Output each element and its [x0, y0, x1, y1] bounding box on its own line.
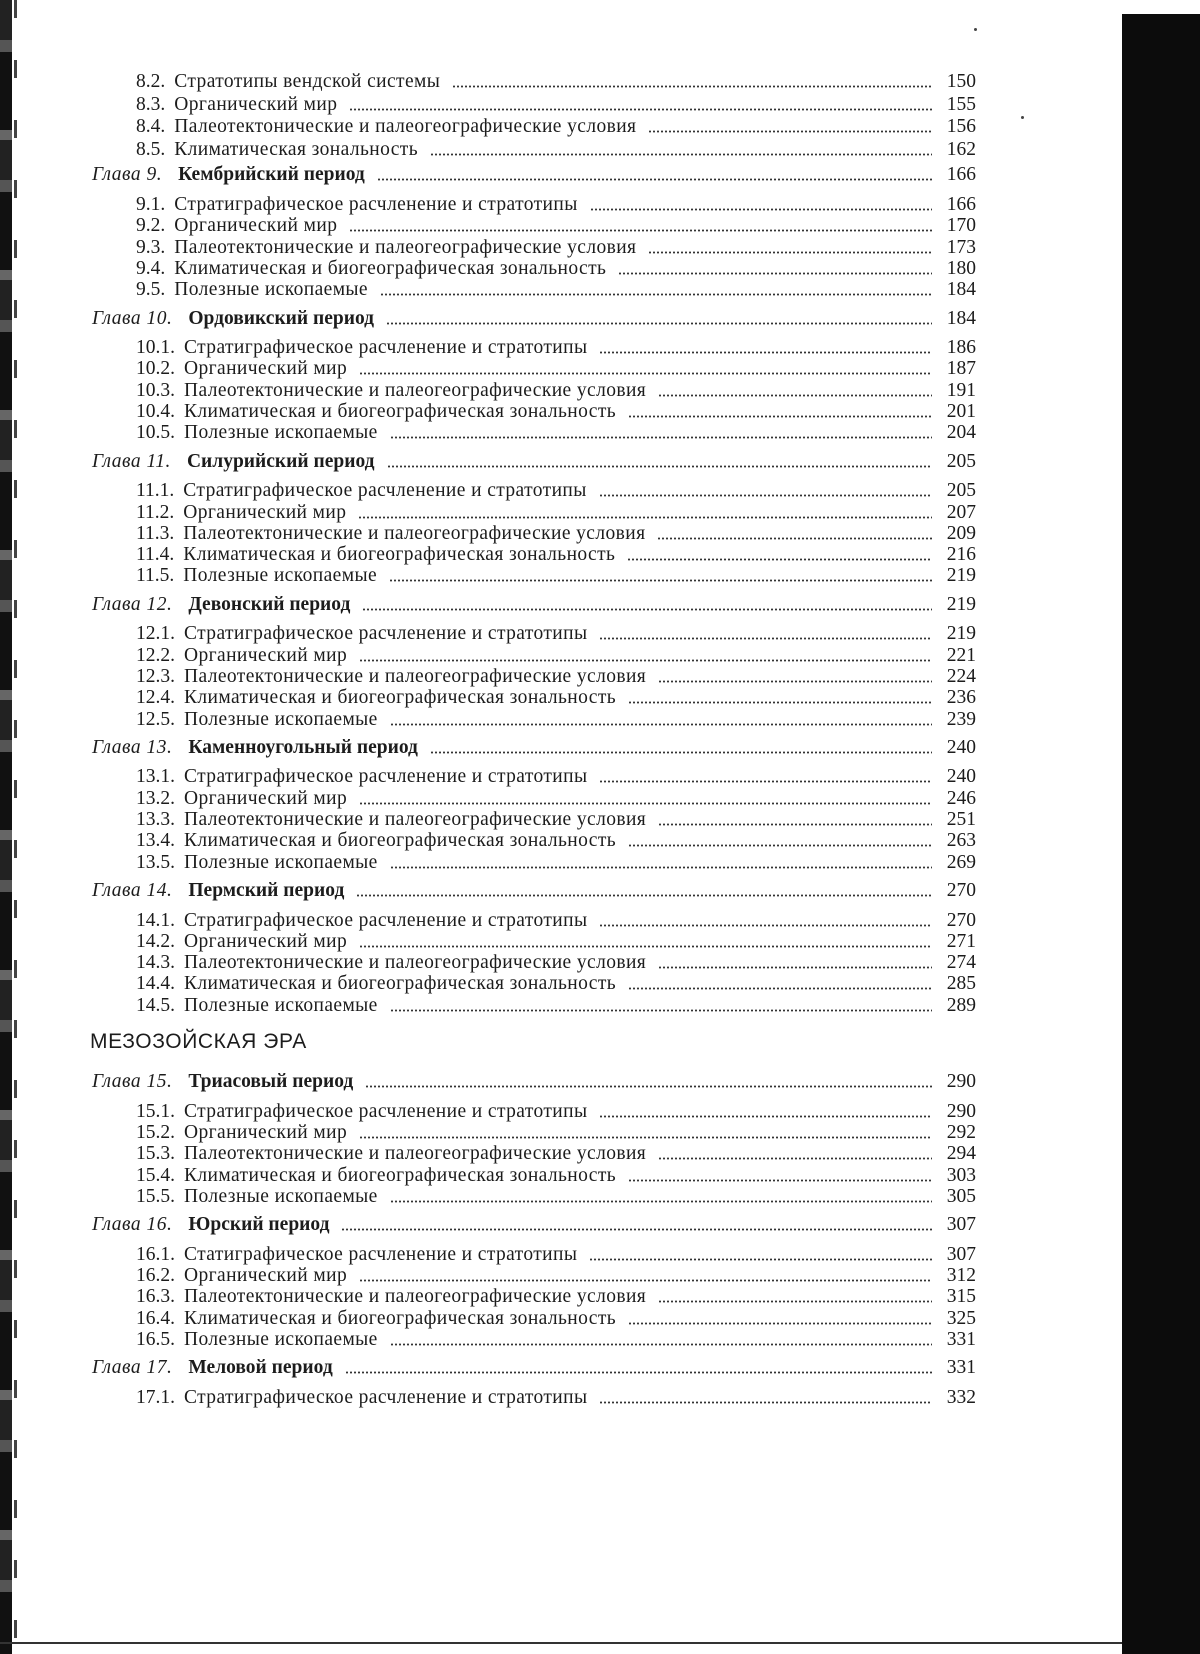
dot-leader [380, 293, 932, 296]
entry-number: 17.1. [136, 1387, 175, 1408]
entry-number: 16.2. [136, 1265, 175, 1286]
dot-leader [390, 436, 932, 439]
entry-number: 8.2. [136, 71, 165, 92]
chapter-heading [92, 1213, 976, 1235]
toc-entry [136, 1100, 976, 1122]
toc-entry [136, 1285, 976, 1307]
toc-entry [136, 1142, 976, 1164]
entry-page: 292 [940, 1122, 976, 1143]
entry-number: 9.3. [136, 237, 165, 258]
dot-leader [648, 130, 932, 133]
dot-leader [359, 802, 932, 805]
entry-page: 239 [940, 709, 976, 730]
dot-leader [599, 780, 932, 783]
entry-title: Полезные ископаемые [184, 852, 378, 873]
entry-title: Палеотектонические и палеогеографические условия [184, 952, 646, 973]
dot-leader [657, 537, 932, 540]
toc-entry [136, 708, 976, 730]
entry-page: 290 [940, 1101, 976, 1122]
entry-number: 8.3. [136, 94, 165, 115]
entry-title: Органический мир [184, 1265, 347, 1286]
entry-title: Климатическая и биогеографическая зональность [184, 687, 616, 708]
chapter-heading [92, 307, 976, 329]
entry-page: 155 [940, 94, 976, 115]
entry-title: Органический мир [184, 1122, 347, 1143]
chapter-title: Девонский период [188, 594, 350, 615]
dot-leader [658, 394, 932, 397]
entry-page: 271 [940, 931, 976, 952]
dot-leader [658, 1157, 932, 1160]
entry-page: 332 [940, 1387, 976, 1408]
dot-leader [599, 1115, 932, 1118]
entry-title: Стратиграфическое расчленение и стратотипы [184, 337, 587, 358]
dot-leader [628, 701, 932, 704]
chapter-heading [92, 450, 976, 472]
toc-entry [136, 1164, 976, 1186]
entry-page: 221 [940, 645, 976, 666]
entry-number: 15.3. [136, 1143, 175, 1164]
entry-title: Полезные ископаемые [184, 422, 378, 443]
entry-title: Климатическая зональность [174, 139, 418, 160]
entry-title: Климатическая и биогеографическая зональность [184, 973, 616, 994]
dot-leader [628, 1322, 932, 1325]
dot-leader [390, 1343, 932, 1346]
entry-page: 312 [940, 1265, 976, 1286]
entry-number: 12.4. [136, 687, 175, 708]
chapter-page: 240 [940, 737, 976, 758]
entry-page: 156 [940, 116, 976, 137]
dot-leader [389, 579, 932, 582]
chapter-title: Силурийский период [187, 451, 375, 472]
entry-title: Климатическая и биогеографическая зональность [184, 1165, 616, 1186]
dot-leader [452, 85, 932, 88]
entry-number: 10.5. [136, 422, 175, 443]
entry-title: Полезные ископаемые [184, 1186, 378, 1207]
chapter-label: Глава 13. [92, 737, 172, 758]
toc-entry [136, 665, 976, 687]
entry-page: 285 [940, 973, 976, 994]
dot-leader [599, 494, 932, 497]
toc-entry [136, 930, 976, 952]
toc-entry [136, 214, 976, 236]
entry-number: 13.1. [136, 766, 175, 787]
chapter-page: 307 [940, 1214, 976, 1235]
entry-title: Стратиграфическое расчленение и стратотипы [184, 910, 587, 931]
entry-page: 204 [940, 422, 976, 443]
entry-number: 10.2. [136, 358, 175, 379]
toc-entry [136, 522, 976, 544]
toc-entry [136, 93, 976, 115]
dot-leader [349, 229, 932, 232]
toc-entry [136, 1185, 976, 1207]
entry-page: 224 [940, 666, 976, 687]
entry-page: 150 [940, 71, 976, 92]
toc-entry [136, 829, 976, 851]
dot-leader [362, 608, 932, 611]
entry-title: Палеотектонические и палеогеографические условия [174, 237, 636, 258]
entry-number: 8.5. [136, 139, 165, 160]
entry-title: Стратиграфическое расчленение и стратотипы [184, 1387, 587, 1408]
dot-leader [589, 1258, 932, 1261]
chapter-page: 205 [940, 451, 976, 472]
dot-leader [430, 751, 932, 754]
entry-title: Палеотектонические и палеогеографические условия [174, 116, 636, 137]
toc-entry [136, 1386, 976, 1408]
toc-entry [136, 357, 976, 379]
entry-title: Органический мир [174, 215, 337, 236]
entry-number: 9.1. [136, 194, 165, 215]
dot-leader [628, 415, 932, 418]
chapter-heading [92, 1070, 976, 1092]
entry-title: Полезные ископаемые [184, 1329, 378, 1350]
entry-page: 173 [940, 237, 976, 258]
entry-page: 269 [940, 852, 976, 873]
entry-title: Климатическая и биогеографическая зональность [184, 1308, 616, 1329]
chapter-page: 184 [940, 308, 976, 329]
entry-number: 16.4. [136, 1308, 175, 1329]
dot-leader [390, 1009, 932, 1012]
entry-number: 9.4. [136, 258, 165, 279]
chapter-label: Глава 9. [92, 164, 162, 185]
chapter-label: Глава 17. [92, 1357, 172, 1378]
dot-leader [387, 465, 932, 468]
dot-leader [349, 108, 932, 111]
entry-title: Органический мир [184, 358, 347, 379]
entry-number: 15.2. [136, 1122, 175, 1143]
entry-number: 13.5. [136, 852, 175, 873]
entry-number: 11.3. [136, 523, 174, 544]
entry-number: 16.3. [136, 1286, 175, 1307]
toc-entry [136, 543, 976, 565]
chapter-title: Юрский период [188, 1214, 329, 1235]
toc-entry [136, 622, 976, 644]
entry-number: 14.1. [136, 910, 175, 931]
dot-leader [648, 251, 932, 254]
dot-leader [599, 637, 932, 640]
entry-number: 13.4. [136, 830, 175, 851]
entry-page: 251 [940, 809, 976, 830]
dot-leader [599, 351, 932, 354]
toc-entry [136, 1243, 976, 1265]
entry-title: Стратиграфическое расчленение и стратотипы [184, 623, 587, 644]
toc-entry [136, 400, 976, 422]
toc-entry [136, 236, 976, 258]
entry-title: Климатическая и биогеографическая зональность [183, 544, 615, 565]
chapter-label: Глава 11. [92, 451, 171, 472]
chapter-label: Глава 14. [92, 880, 172, 901]
toc-entry [136, 787, 976, 809]
chapter-page: 270 [940, 880, 976, 901]
dot-leader [359, 1279, 932, 1282]
entry-page: 166 [940, 194, 976, 215]
entry-page: 186 [940, 337, 976, 358]
chapter-title: Каменноугольный период [188, 737, 418, 758]
scan-binding-shadow [14, 0, 17, 1654]
toc-entry [136, 686, 976, 708]
entry-title: Органический мир [174, 94, 337, 115]
entry-title: Органический мир [183, 502, 346, 523]
dot-leader [658, 1300, 932, 1303]
dot-leader [390, 866, 932, 869]
toc-entry [136, 1264, 976, 1286]
dot-leader [658, 966, 932, 969]
entry-page: 205 [940, 480, 976, 501]
entry-page: 184 [940, 279, 976, 300]
entry-number: 10.3. [136, 380, 175, 401]
chapter-label: Глава 10. [92, 308, 172, 329]
chapter-heading [92, 879, 976, 901]
dot-leader [618, 272, 932, 275]
entry-number: 11.5. [136, 565, 174, 586]
toc-entry [136, 765, 976, 787]
entry-title: Полезные ископаемые [184, 995, 378, 1016]
entry-page: 270 [940, 910, 976, 931]
entry-page: 162 [940, 139, 976, 160]
entry-title: Статиграфическое расчленение и стратотипы [184, 1244, 577, 1265]
toc-entry [136, 379, 976, 401]
entry-title: Полезные ископаемые [183, 565, 377, 586]
entry-title: Палеотектонические и палеогеографические условия [184, 380, 646, 401]
entry-title: Стратиграфическое расчленение и стратотипы [174, 194, 577, 215]
entry-page: 303 [940, 1165, 976, 1186]
chapter-heading [92, 593, 976, 615]
chapter-heading [92, 1356, 976, 1378]
dot-leader [390, 1200, 932, 1203]
entry-page: 289 [940, 995, 976, 1016]
toc-entry [136, 644, 976, 666]
dot-leader [377, 178, 932, 181]
toc-entry [136, 994, 976, 1016]
entry-page: 246 [940, 788, 976, 809]
entry-title: Стратиграфическое расчленение и стратотипы [184, 766, 587, 787]
dot-leader [390, 723, 932, 726]
toc-entry [136, 909, 976, 931]
scan-speck [974, 28, 977, 31]
dot-leader [627, 558, 932, 561]
entry-page: 219 [940, 565, 976, 586]
chapter-heading [92, 163, 976, 185]
toc-entry [136, 851, 976, 873]
dot-leader [386, 322, 932, 325]
entry-title: Палеотектонические и палеогеографические условия [184, 1286, 646, 1307]
dot-leader [345, 1371, 932, 1374]
toc-entry [136, 951, 976, 973]
entry-title: Органический мир [184, 645, 347, 666]
toc-entry [136, 257, 976, 279]
entry-page: 191 [940, 380, 976, 401]
entry-page: 187 [940, 358, 976, 379]
entry-number: 14.2. [136, 931, 175, 952]
chapter-label: Глава 16. [92, 1214, 172, 1235]
entry-number: 16.5. [136, 1329, 175, 1350]
chapter-heading [92, 736, 976, 758]
entry-title: Полезные ископаемые [174, 279, 368, 300]
toc-entry [136, 193, 976, 215]
entry-page: 207 [940, 502, 976, 523]
entry-title: Климатическая и биогеографическая зональность [174, 258, 606, 279]
entry-number: 11.1. [136, 480, 174, 501]
dot-leader [359, 945, 932, 948]
toc-entry [136, 70, 976, 92]
entry-number: 8.4. [136, 116, 165, 137]
toc-entry [136, 1328, 976, 1350]
entry-page: 325 [940, 1308, 976, 1329]
toc-entry [136, 278, 976, 300]
chapter-title: Меловой период [188, 1357, 332, 1378]
entry-title: Органический мир [184, 931, 347, 952]
entry-title: Стратиграфическое расчленение и стратотипы [183, 480, 586, 501]
entry-page: 170 [940, 215, 976, 236]
dot-leader [628, 844, 932, 847]
toc-entry [136, 501, 976, 523]
dot-leader [628, 987, 932, 990]
entry-page: 180 [940, 258, 976, 279]
dot-leader [599, 1401, 932, 1404]
entry-page: 236 [940, 687, 976, 708]
chapter-label: Глава 15. [92, 1071, 172, 1092]
chapter-page: 290 [940, 1071, 976, 1092]
entry-title: Палеотектонические и палеогеографические условия [184, 666, 646, 687]
entry-number: 12.2. [136, 645, 175, 666]
chapter-title: Кембрийский период [178, 164, 365, 185]
entry-page: 294 [940, 1143, 976, 1164]
scan-dark-margin [1122, 14, 1200, 1654]
entry-title: Климатическая и биогеографическая зональность [184, 401, 616, 422]
toc-entry [136, 1307, 976, 1329]
entry-number: 12.1. [136, 623, 175, 644]
entry-title: Палеотектонические и палеогеографические условия [184, 1143, 646, 1164]
toc-entry [136, 336, 976, 358]
toc-entry [136, 972, 976, 994]
entry-number: 15.4. [136, 1165, 175, 1186]
entry-number: 14.4. [136, 973, 175, 994]
dot-leader [628, 1179, 932, 1182]
entry-number: 11.4. [136, 544, 174, 565]
chapter-label: Глава 12. [92, 594, 172, 615]
chapter-title: Пермский период [188, 880, 344, 901]
entry-title: Палеотектонические и палеогеографические условия [184, 809, 646, 830]
entry-number: 13.3. [136, 809, 175, 830]
chapter-title: Триасовый период [188, 1071, 353, 1092]
entry-page: 274 [940, 952, 976, 973]
entry-page: 331 [940, 1329, 976, 1350]
entry-page: 209 [940, 523, 976, 544]
scan-bottom-edge [0, 1642, 1122, 1644]
dot-leader [658, 680, 932, 683]
entry-number: 16.1. [136, 1244, 175, 1265]
dot-leader [356, 894, 932, 897]
entry-page: 263 [940, 830, 976, 851]
entry-title: Климатическая и биогеографическая зональность [184, 830, 616, 851]
entry-number: 13.2. [136, 788, 175, 809]
entry-title: Палеотектонические и палеогеографические условия [183, 523, 645, 544]
entry-number: 14.5. [136, 995, 175, 1016]
entry-number: 12.5. [136, 709, 175, 730]
entry-page: 201 [940, 401, 976, 422]
entry-title: Стратиграфическое расчленение и стратотипы [184, 1101, 587, 1122]
scan-speck [1021, 116, 1024, 119]
chapter-page: 219 [940, 594, 976, 615]
toc-entry [136, 564, 976, 586]
chapter-page: 166 [940, 164, 976, 185]
dot-leader [430, 153, 932, 156]
dot-leader [365, 1085, 932, 1088]
dot-leader [599, 924, 932, 927]
entry-page: 305 [940, 1186, 976, 1207]
entry-number: 12.3. [136, 666, 175, 687]
era-heading: МЕЗОЗОЙСКАЯ ЭРА [90, 1030, 307, 1058]
entry-number: 14.3. [136, 952, 175, 973]
entry-title: Органический мир [184, 788, 347, 809]
entry-page: 216 [940, 544, 976, 565]
entry-title: Стратотипы вендской системы [174, 71, 440, 92]
entry-number: 9.2. [136, 215, 165, 236]
entry-page: 315 [940, 1286, 976, 1307]
chapter-title: Ордовикский период [188, 308, 374, 329]
toc-entry [136, 138, 976, 160]
entry-number: 15.5. [136, 1186, 175, 1207]
entry-number: 10.4. [136, 401, 175, 422]
dot-leader [590, 208, 932, 211]
scan-binding-edge [0, 0, 12, 1654]
entry-page: 219 [940, 623, 976, 644]
entry-page: 307 [940, 1244, 976, 1265]
dot-leader [359, 659, 932, 662]
toc-entry [136, 1121, 976, 1143]
entry-page: 240 [940, 766, 976, 787]
chapter-page: 331 [940, 1357, 976, 1378]
dot-leader [359, 1136, 932, 1139]
toc-entry [136, 115, 976, 137]
toc-entry [136, 479, 976, 501]
toc-entry [136, 421, 976, 443]
entry-title: Полезные ископаемые [184, 709, 378, 730]
entry-number: 10.1. [136, 337, 175, 358]
dot-leader [359, 372, 932, 375]
dot-leader [658, 823, 932, 826]
toc-entry [136, 808, 976, 830]
dot-leader [341, 1228, 932, 1231]
entry-number: 11.2. [136, 502, 174, 523]
entry-number: 9.5. [136, 279, 165, 300]
dot-leader [358, 516, 932, 519]
entry-number: 15.1. [136, 1101, 175, 1122]
